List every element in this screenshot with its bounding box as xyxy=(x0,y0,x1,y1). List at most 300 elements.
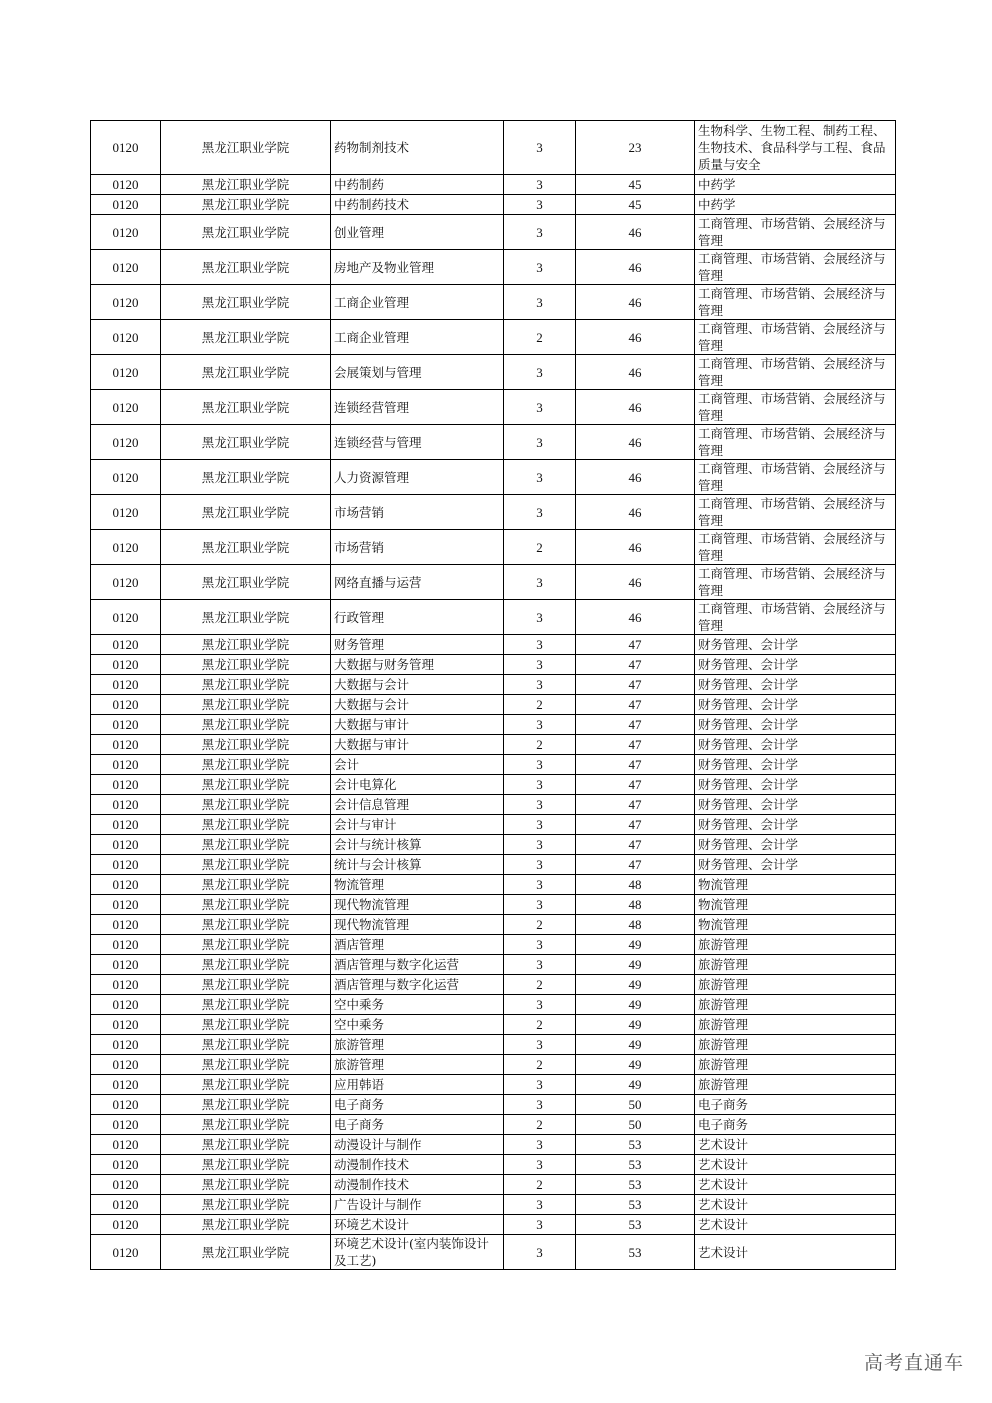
cell-school: 黑龙江职业学院 xyxy=(161,600,331,635)
cell-school: 黑龙江职业学院 xyxy=(161,1195,331,1215)
cell-related-majors: 旅游管理 xyxy=(695,1055,896,1075)
cell-related-majors: 艺术设计 xyxy=(695,1155,896,1175)
cell-major: 大数据与会计 xyxy=(331,695,504,715)
cell-school: 黑龙江职业学院 xyxy=(161,355,331,390)
cell-related-majors: 财务管理、会计学 xyxy=(695,715,896,735)
cell-years: 3 xyxy=(504,285,576,320)
table-row xyxy=(91,1015,896,1035)
cell-years: 3 xyxy=(504,775,576,795)
cell-category: 49 xyxy=(576,935,695,955)
cell-code: 0120 xyxy=(91,955,161,975)
cell-related-majors: 工商管理、市场营销、会展经济与管理 xyxy=(695,460,896,495)
cell-category: 46 xyxy=(576,425,695,460)
cell-major: 酒店管理 xyxy=(331,935,504,955)
cell-code: 0120 xyxy=(91,1235,161,1270)
cell-related-majors: 旅游管理 xyxy=(695,995,896,1015)
cell-school: 黑龙江职业学院 xyxy=(161,460,331,495)
cell-major: 药物制剂技术 xyxy=(331,121,504,175)
cell-school: 黑龙江职业学院 xyxy=(161,675,331,695)
cell-major: 会计与审计 xyxy=(331,815,504,835)
cell-category: 53 xyxy=(576,1135,695,1155)
cell-years: 3 xyxy=(504,121,576,175)
table-row xyxy=(91,530,896,565)
table-row xyxy=(91,565,896,600)
cell-category: 47 xyxy=(576,735,695,755)
cell-school: 黑龙江职业学院 xyxy=(161,175,331,195)
table-row xyxy=(91,390,896,425)
cell-related-majors: 旅游管理 xyxy=(695,935,896,955)
cell-related-majors: 工商管理、市场营销、会展经济与管理 xyxy=(695,600,896,635)
cell-related-majors: 工商管理、市场营销、会展经济与管理 xyxy=(695,285,896,320)
cell-major: 电子商务 xyxy=(331,1095,504,1115)
cell-code: 0120 xyxy=(91,1215,161,1235)
cell-years: 2 xyxy=(504,735,576,755)
cell-code: 0120 xyxy=(91,895,161,915)
cell-major: 旅游管理 xyxy=(331,1035,504,1055)
cell-major: 物流管理 xyxy=(331,875,504,895)
cell-school: 黑龙江职业学院 xyxy=(161,895,331,915)
cell-code: 0120 xyxy=(91,1175,161,1195)
table-row xyxy=(91,755,896,775)
cell-major: 空中乘务 xyxy=(331,995,504,1015)
cell-related-majors: 艺术设计 xyxy=(695,1235,896,1270)
cell-years: 3 xyxy=(504,1075,576,1095)
cell-code: 0120 xyxy=(91,1095,161,1115)
cell-category: 47 xyxy=(576,675,695,695)
cell-code: 0120 xyxy=(91,635,161,655)
table-row xyxy=(91,815,896,835)
cell-years: 3 xyxy=(504,1155,576,1175)
table-row xyxy=(91,1175,896,1195)
cell-related-majors: 工商管理、市场营销、会展经济与管理 xyxy=(695,390,896,425)
cell-years: 2 xyxy=(504,1055,576,1075)
cell-school: 黑龙江职业学院 xyxy=(161,635,331,655)
table-row xyxy=(91,425,896,460)
cell-school: 黑龙江职业学院 xyxy=(161,1135,331,1155)
cell-school: 黑龙江职业学院 xyxy=(161,955,331,975)
cell-category: 48 xyxy=(576,895,695,915)
cell-school: 黑龙江职业学院 xyxy=(161,121,331,175)
cell-code: 0120 xyxy=(91,390,161,425)
cell-code: 0120 xyxy=(91,1055,161,1075)
cell-major: 连锁经营与管理 xyxy=(331,425,504,460)
cell-category: 49 xyxy=(576,1055,695,1075)
cell-school: 黑龙江职业学院 xyxy=(161,1175,331,1195)
table-row xyxy=(91,995,896,1015)
table-row xyxy=(91,715,896,735)
cell-major: 财务管理 xyxy=(331,635,504,655)
table-body xyxy=(91,121,896,1270)
cell-years: 2 xyxy=(504,695,576,715)
cell-code: 0120 xyxy=(91,715,161,735)
cell-category: 46 xyxy=(576,320,695,355)
cell-code: 0120 xyxy=(91,855,161,875)
cell-related-majors: 工商管理、市场营销、会展经济与管理 xyxy=(695,495,896,530)
cell-major: 工商企业管理 xyxy=(331,285,504,320)
cell-code: 0120 xyxy=(91,425,161,460)
cell-major: 广告设计与制作 xyxy=(331,1195,504,1215)
cell-category: 53 xyxy=(576,1195,695,1215)
cell-school: 黑龙江职业学院 xyxy=(161,565,331,600)
table-row xyxy=(91,1035,896,1055)
table-row xyxy=(91,895,896,915)
cell-years: 3 xyxy=(504,755,576,775)
cell-code: 0120 xyxy=(91,735,161,755)
cell-school: 黑龙江职业学院 xyxy=(161,975,331,995)
cell-school: 黑龙江职业学院 xyxy=(161,1095,331,1115)
cell-major: 中药制药 xyxy=(331,175,504,195)
cell-code: 0120 xyxy=(91,355,161,390)
table-row xyxy=(91,855,896,875)
cell-major: 电子商务 xyxy=(331,1115,504,1135)
table-row xyxy=(91,675,896,695)
cell-major: 统计与会计核算 xyxy=(331,855,504,875)
table-row xyxy=(91,655,896,675)
cell-major: 大数据与财务管理 xyxy=(331,655,504,675)
cell-code: 0120 xyxy=(91,121,161,175)
cell-related-majors: 电子商务 xyxy=(695,1095,896,1115)
cell-related-majors: 中药学 xyxy=(695,195,896,215)
cell-code: 0120 xyxy=(91,1155,161,1175)
cell-related-majors: 旅游管理 xyxy=(695,1075,896,1095)
cell-school: 黑龙江职业学院 xyxy=(161,530,331,565)
cell-years: 3 xyxy=(504,955,576,975)
cell-school: 黑龙江职业学院 xyxy=(161,1235,331,1270)
cell-code: 0120 xyxy=(91,285,161,320)
cell-major: 会计信息管理 xyxy=(331,795,504,815)
cell-years: 2 xyxy=(504,1115,576,1135)
cell-related-majors: 财务管理、会计学 xyxy=(695,755,896,775)
cell-code: 0120 xyxy=(91,175,161,195)
cell-related-majors: 物流管理 xyxy=(695,895,896,915)
cell-category: 47 xyxy=(576,855,695,875)
cell-category: 49 xyxy=(576,1015,695,1035)
cell-related-majors: 物流管理 xyxy=(695,875,896,895)
table-row xyxy=(91,775,896,795)
cell-code: 0120 xyxy=(91,655,161,675)
cell-school: 黑龙江职业学院 xyxy=(161,1075,331,1095)
cell-code: 0120 xyxy=(91,250,161,285)
cell-major: 市场营销 xyxy=(331,495,504,530)
cell-school: 黑龙江职业学院 xyxy=(161,915,331,935)
cell-code: 0120 xyxy=(91,1135,161,1155)
cell-years: 3 xyxy=(504,795,576,815)
cell-category: 46 xyxy=(576,530,695,565)
cell-code: 0120 xyxy=(91,875,161,895)
cell-category: 49 xyxy=(576,995,695,1015)
cell-code: 0120 xyxy=(91,995,161,1015)
cell-category: 46 xyxy=(576,460,695,495)
cell-related-majors: 电子商务 xyxy=(695,1115,896,1135)
cell-code: 0120 xyxy=(91,975,161,995)
table-row xyxy=(91,250,896,285)
cell-category: 46 xyxy=(576,600,695,635)
cell-major: 酒店管理与数字化运营 xyxy=(331,975,504,995)
cell-years: 2 xyxy=(504,915,576,935)
cell-code: 0120 xyxy=(91,195,161,215)
cell-category: 46 xyxy=(576,495,695,530)
cell-related-majors: 财务管理、会计学 xyxy=(695,735,896,755)
cell-related-majors: 艺术设计 xyxy=(695,1175,896,1195)
cell-school: 黑龙江职业学院 xyxy=(161,775,331,795)
cell-school: 黑龙江职业学院 xyxy=(161,285,331,320)
table-row xyxy=(91,955,896,975)
cell-school: 黑龙江职业学院 xyxy=(161,425,331,460)
table-row xyxy=(91,175,896,195)
cell-category: 49 xyxy=(576,1075,695,1095)
cell-school: 黑龙江职业学院 xyxy=(161,875,331,895)
cell-code: 0120 xyxy=(91,495,161,530)
cell-category: 47 xyxy=(576,695,695,715)
cell-related-majors: 中药学 xyxy=(695,175,896,195)
cell-category: 47 xyxy=(576,775,695,795)
cell-related-majors: 工商管理、市场营销、会展经济与管理 xyxy=(695,530,896,565)
cell-years: 3 xyxy=(504,250,576,285)
cell-code: 0120 xyxy=(91,1115,161,1135)
cell-school: 黑龙江职业学院 xyxy=(161,1115,331,1135)
cell-related-majors: 艺术设计 xyxy=(695,1195,896,1215)
table-row xyxy=(91,495,896,530)
cell-code: 0120 xyxy=(91,695,161,715)
table-row xyxy=(91,1115,896,1135)
cell-years: 3 xyxy=(504,565,576,600)
cell-major: 会计电算化 xyxy=(331,775,504,795)
cell-major: 大数据与审计 xyxy=(331,735,504,755)
cell-related-majors: 工商管理、市场营销、会展经济与管理 xyxy=(695,250,896,285)
table-row xyxy=(91,195,896,215)
cell-category: 47 xyxy=(576,795,695,815)
cell-school: 黑龙江职业学院 xyxy=(161,495,331,530)
cell-category: 46 xyxy=(576,285,695,320)
cell-related-majors: 艺术设计 xyxy=(695,1135,896,1155)
cell-years: 3 xyxy=(504,895,576,915)
cell-years: 3 xyxy=(504,1095,576,1115)
cell-category: 23 xyxy=(576,121,695,175)
cell-years: 3 xyxy=(504,815,576,835)
cell-related-majors: 财务管理、会计学 xyxy=(695,795,896,815)
cell-major: 连锁经营管理 xyxy=(331,390,504,425)
cell-years: 3 xyxy=(504,1035,576,1055)
table-row xyxy=(91,1055,896,1075)
cell-category: 47 xyxy=(576,755,695,775)
cell-related-majors: 工商管理、市场营销、会展经济与管理 xyxy=(695,355,896,390)
table-row xyxy=(91,285,896,320)
cell-related-majors: 财务管理、会计学 xyxy=(695,695,896,715)
cell-code: 0120 xyxy=(91,1075,161,1095)
table-row xyxy=(91,635,896,655)
cell-category: 47 xyxy=(576,655,695,675)
cell-years: 2 xyxy=(504,1175,576,1195)
cell-related-majors: 旅游管理 xyxy=(695,1015,896,1035)
cell-major: 动漫制作技术 xyxy=(331,1155,504,1175)
cell-category: 49 xyxy=(576,975,695,995)
table-row xyxy=(91,915,896,935)
cell-related-majors: 财务管理、会计学 xyxy=(695,655,896,675)
cell-related-majors: 财务管理、会计学 xyxy=(695,775,896,795)
cell-code: 0120 xyxy=(91,755,161,775)
cell-years: 3 xyxy=(504,390,576,425)
cell-major: 网络直播与运营 xyxy=(331,565,504,600)
cell-related-majors: 工商管理、市场营销、会展经济与管理 xyxy=(695,565,896,600)
cell-major: 大数据与审计 xyxy=(331,715,504,735)
cell-related-majors: 财务管理、会计学 xyxy=(695,855,896,875)
cell-school: 黑龙江职业学院 xyxy=(161,935,331,955)
cell-major: 行政管理 xyxy=(331,600,504,635)
cell-major: 环境艺术设计(室内装饰设计及工艺) xyxy=(331,1235,504,1270)
cell-school: 黑龙江职业学院 xyxy=(161,1155,331,1175)
cell-years: 3 xyxy=(504,635,576,655)
cell-major: 工商企业管理 xyxy=(331,320,504,355)
cell-school: 黑龙江职业学院 xyxy=(161,1015,331,1035)
table-row xyxy=(91,735,896,755)
cell-years: 3 xyxy=(504,195,576,215)
cell-major: 会计 xyxy=(331,755,504,775)
cell-category: 53 xyxy=(576,1155,695,1175)
cell-category: 53 xyxy=(576,1215,695,1235)
cell-school: 黑龙江职业学院 xyxy=(161,250,331,285)
cell-related-majors: 财务管理、会计学 xyxy=(695,835,896,855)
cell-category: 49 xyxy=(576,1035,695,1055)
cell-major: 酒店管理与数字化运营 xyxy=(331,955,504,975)
cell-school: 黑龙江职业学院 xyxy=(161,855,331,875)
cell-years: 3 xyxy=(504,425,576,460)
table-row xyxy=(91,1095,896,1115)
cell-major: 市场营销 xyxy=(331,530,504,565)
table-row xyxy=(91,1215,896,1235)
cell-school: 黑龙江职业学院 xyxy=(161,995,331,1015)
cell-related-majors: 工商管理、市场营销、会展经济与管理 xyxy=(695,215,896,250)
cell-years: 3 xyxy=(504,835,576,855)
cell-years: 3 xyxy=(504,715,576,735)
cell-school: 黑龙江职业学院 xyxy=(161,795,331,815)
cell-category: 46 xyxy=(576,250,695,285)
cell-years: 3 xyxy=(504,1135,576,1155)
cell-related-majors: 物流管理 xyxy=(695,915,896,935)
table-row xyxy=(91,1075,896,1095)
cell-major: 动漫制作技术 xyxy=(331,1175,504,1195)
cell-years: 3 xyxy=(504,1215,576,1235)
cell-major: 空中乘务 xyxy=(331,1015,504,1035)
cell-years: 2 xyxy=(504,975,576,995)
cell-major: 房地产及物业管理 xyxy=(331,250,504,285)
cell-related-majors: 财务管理、会计学 xyxy=(695,635,896,655)
cell-category: 47 xyxy=(576,635,695,655)
cell-category: 53 xyxy=(576,1175,695,1195)
cell-code: 0120 xyxy=(91,600,161,635)
cell-category: 46 xyxy=(576,390,695,425)
table-row xyxy=(91,1195,896,1215)
table-row xyxy=(91,320,896,355)
cell-years: 3 xyxy=(504,995,576,1015)
cell-school: 黑龙江职业学院 xyxy=(161,815,331,835)
cell-category: 46 xyxy=(576,215,695,250)
cell-category: 47 xyxy=(576,835,695,855)
cell-category: 46 xyxy=(576,565,695,600)
cell-related-majors: 工商管理、市场营销、会展经济与管理 xyxy=(695,425,896,460)
cell-major: 大数据与会计 xyxy=(331,675,504,695)
cell-years: 2 xyxy=(504,530,576,565)
table-row xyxy=(91,1235,896,1270)
table-row xyxy=(91,695,896,715)
cell-category: 50 xyxy=(576,1115,695,1135)
cell-years: 3 xyxy=(504,855,576,875)
cell-category: 47 xyxy=(576,815,695,835)
table-row xyxy=(91,121,896,175)
cell-category: 50 xyxy=(576,1095,695,1115)
table-row xyxy=(91,355,896,390)
cell-category: 45 xyxy=(576,175,695,195)
cell-school: 黑龙江职业学院 xyxy=(161,1035,331,1055)
cell-years: 3 xyxy=(504,655,576,675)
cell-school: 黑龙江职业学院 xyxy=(161,1055,331,1075)
cell-years: 3 xyxy=(504,1235,576,1270)
table-row xyxy=(91,975,896,995)
cell-major: 会展策划与管理 xyxy=(331,355,504,390)
cell-related-majors: 旅游管理 xyxy=(695,975,896,995)
cell-years: 3 xyxy=(504,600,576,635)
cell-code: 0120 xyxy=(91,320,161,355)
cell-code: 0120 xyxy=(91,835,161,855)
cell-related-majors: 财务管理、会计学 xyxy=(695,675,896,695)
cell-school: 黑龙江职业学院 xyxy=(161,390,331,425)
cell-years: 3 xyxy=(504,1195,576,1215)
cell-category: 45 xyxy=(576,195,695,215)
cell-major: 旅游管理 xyxy=(331,1055,504,1075)
cell-category: 53 xyxy=(576,1235,695,1270)
cell-school: 黑龙江职业学院 xyxy=(161,195,331,215)
admissions-table xyxy=(90,120,896,1270)
cell-category: 48 xyxy=(576,875,695,895)
cell-code: 0120 xyxy=(91,1035,161,1055)
table-row xyxy=(91,935,896,955)
cell-major: 动漫设计与制作 xyxy=(331,1135,504,1155)
cell-code: 0120 xyxy=(91,775,161,795)
watermark: 高考直通车 xyxy=(863,1352,964,1374)
cell-code: 0120 xyxy=(91,935,161,955)
cell-years: 2 xyxy=(504,1015,576,1035)
table-row xyxy=(91,460,896,495)
table-row xyxy=(91,215,896,250)
cell-school: 黑龙江职业学院 xyxy=(161,655,331,675)
cell-years: 3 xyxy=(504,460,576,495)
cell-code: 0120 xyxy=(91,1015,161,1035)
table-row xyxy=(91,875,896,895)
cell-school: 黑龙江职业学院 xyxy=(161,755,331,775)
cell-major: 应用韩语 xyxy=(331,1075,504,1095)
cell-code: 0120 xyxy=(91,815,161,835)
cell-related-majors: 工商管理、市场营销、会展经济与管理 xyxy=(695,320,896,355)
cell-category: 49 xyxy=(576,955,695,975)
cell-years: 3 xyxy=(504,875,576,895)
table-row xyxy=(91,1135,896,1155)
cell-major: 创业管理 xyxy=(331,215,504,250)
cell-code: 0120 xyxy=(91,565,161,600)
cell-major: 现代物流管理 xyxy=(331,895,504,915)
cell-code: 0120 xyxy=(91,795,161,815)
cell-years: 3 xyxy=(504,495,576,530)
cell-related-majors: 旅游管理 xyxy=(695,1035,896,1055)
cell-category: 46 xyxy=(576,355,695,390)
cell-related-majors: 生物科学、生物工程、制药工程、生物技术、食品科学与工程、食品质量与安全 xyxy=(695,121,896,175)
cell-school: 黑龙江职业学院 xyxy=(161,1215,331,1235)
cell-code: 0120 xyxy=(91,215,161,250)
table-row xyxy=(91,795,896,815)
cell-years: 3 xyxy=(504,675,576,695)
cell-school: 黑龙江职业学院 xyxy=(161,320,331,355)
cell-years: 3 xyxy=(504,215,576,250)
cell-major: 人力资源管理 xyxy=(331,460,504,495)
cell-code: 0120 xyxy=(91,915,161,935)
